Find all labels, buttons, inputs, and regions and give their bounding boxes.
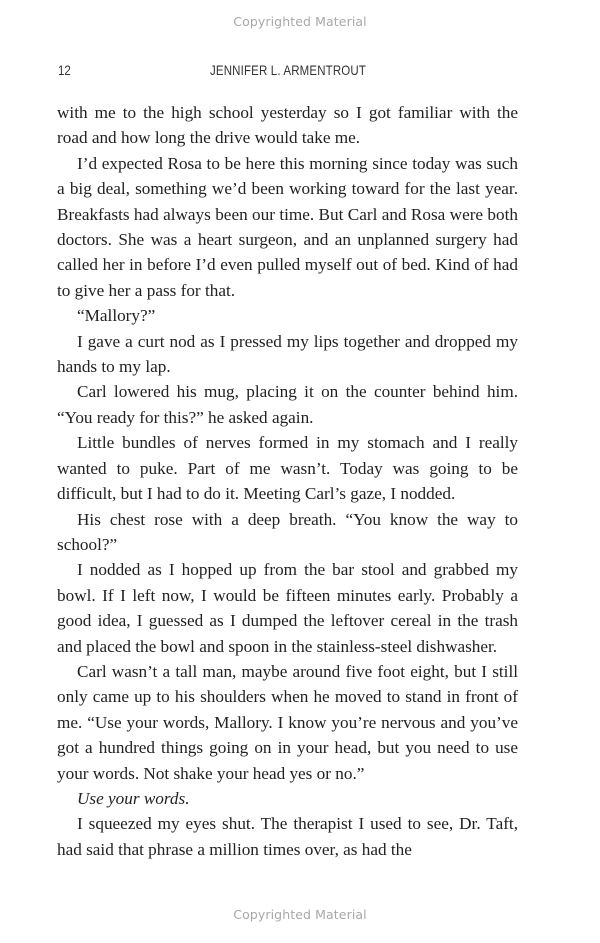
paragraph: Carl wasn’t a tall man, maybe around five foot eight, but I still only came up to his shoulders when he moved to stand in front of me. “Use your words, Mallory. I know you’re nervous and you’ve got a hundred things going on in your head, but you need to use your words. Not shake your head yes or no.”: [57, 661, 518, 783]
paragraph-continued: with me to the high school yesterday so I got familiar with the road and how long the drive would take me.: [57, 103, 518, 148]
paragraph-italic-thought: [57, 786, 518, 811]
paragraph: I’d expected Rosa to be here this morning since today was such a big deal, something we’d been working toward for the last year. Breakfasts had always been our time. But Carl and Rosa were both doctors. She was a heart surgeon, and an unplanned surgery had called her in before I’d even pulled myself out of bed. Kind of had to give her a pass for that.: [57, 153, 518, 300]
italic-thought: Use your words.: [77, 788, 190, 808]
copyright-watermark-top: Copyrighted Material: [233, 14, 367, 29]
page-header: [58, 62, 518, 82]
body-text: [57, 100, 518, 862]
paragraph: I nodded as I hopped up from the bar stool and grabbed my bowl. If I left now, I would be fifteen minutes early. Probably a good idea, I guessed as I dumped the leftover cereal in the trash and placed the bowl and spoon in the stainless-steel dishwasher.: [57, 560, 518, 656]
paragraph-dialogue: “Mallory?”: [77, 306, 156, 326]
paragraph: His chest rose with a deep breath. “You know the way to school?”: [57, 509, 518, 554]
page-number: 12: [58, 62, 71, 78]
paragraph: I squeezed my eyes shut. The therapist I used to see, Dr. Taft, had said that phrase a million times over, as had the: [57, 814, 518, 859]
running-head-author: JENNIFER L. ARMENTROUT: [209, 62, 367, 78]
paragraph: I gave a curt nod as I pressed my lips together and dropped my hands to my lap.: [57, 331, 518, 377]
paragraph: Carl lowered his mug, placing it on the counter behind him. “You ready for this?” he asked again.: [57, 382, 518, 427]
copyright-watermark-bottom: Copyrighted Material: [233, 907, 367, 922]
paragraph: Little bundles of nerves formed in my stomach and I really wanted to puke. Part of me wasn’t. Today was going to be difficult, but I had to do it. Meeting Carl’s gaze, I nodded.: [57, 433, 518, 504]
